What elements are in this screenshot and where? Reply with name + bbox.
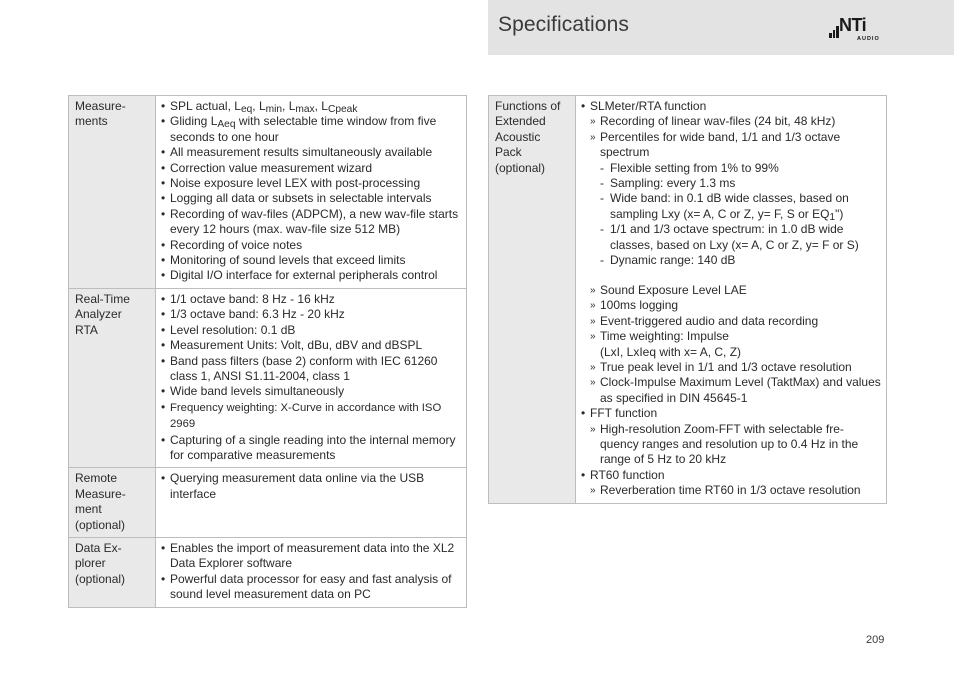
spec-item [581,222,882,253]
spec-item-text: Dynamic range: 140 dB [610,253,736,268]
spec-content-cell [156,96,467,289]
spec-item-text: Gliding $L_{Aeq}$ with selectable time window from five seconds to one hour [170,114,437,144]
bullet-icon: • [161,540,166,555]
spec-item-text: Wide band: in 0.1 dB wide classes, based on sampling Lxy (x= A, C or Z, y= F, S or $EQ_1$") [610,191,849,223]
spec-category-label: Functions of Extended Acoustic Pack (optional) [489,96,576,504]
spec-item [161,307,462,322]
bullet-icon: • [581,99,586,113]
header-band [488,0,954,55]
spec-item-text: Sampling: every 1.3 ms [610,176,736,191]
spec-item [161,238,462,253]
spec-item [161,99,462,114]
spec-item-text: Querying measurement data online via the USB interface [170,471,425,501]
bullet-icon: • [161,99,166,113]
spec-category-label: Real-Time Analyzer RTA [69,288,156,467]
bullet-icon: • [161,237,166,252]
spec-item [161,191,462,206]
spec-item [581,422,882,468]
specifications-table-right [488,95,887,504]
spec-item [161,145,462,160]
spec-item-text: High-resolution Zoom-FFT with selectable fre-quency ranges and resolution up to 0.4 Hz in the range of 5 Hz to 20 kHz [600,421,859,467]
spec-item-text: Level resolution: 0.1 dB [170,322,296,337]
spec-item [581,161,882,176]
bullet-icon: • [161,145,166,160]
spec-item-text: Recording of voice notes [170,237,303,252]
spec-item [161,114,462,145]
spec-item [581,298,882,313]
double-chevron-icon: » [590,362,596,373]
spec-item-text: Sound Exposure Level LAE [600,282,747,297]
bullet-icon: • [161,268,166,283]
spec-item-text: Band pass filters (base 2) conform with IEC 61260 class 1, ANSI S1.11-2004, class 1 [170,353,438,383]
spec-item [161,572,462,603]
spec-item-text: Time weighting: Impulse (LxI, LxIeq with x= A, C, Z) [600,329,742,359]
spec-row [69,537,467,607]
spec-item-text: Logging all data or subsets in selectable intervals [170,191,432,206]
spec-item-text: 100ms logging [600,298,679,313]
spacer [581,268,882,283]
spec-category-label: Data Ex- plorer (optional) [69,537,156,607]
spec-item [581,314,882,329]
spec-item [161,433,462,464]
dash-icon: - [600,253,604,268]
spec-item [161,268,462,283]
spec-item-text: 1/3 octave band: 6.3 Hz - 20 kHz [170,307,345,322]
spec-item-text: Recording of wav-files (ADPCM), a new wav-file starts every 12 hours (max. wav-file size 512 MB) [170,206,459,237]
spec-item-text: Powerful data processor for easy and fast analysis of sound level measurement data on PC [170,571,452,602]
bullet-icon: • [581,467,586,482]
spec-item [161,354,462,385]
double-chevron-icon: » [590,284,596,296]
specifications-table-left [68,95,467,608]
bullet-icon: • [161,399,166,414]
spec-item-text: Noise exposure level LEX with post-processing [170,176,421,191]
spec-item [161,207,462,238]
bullet-icon: • [161,338,166,353]
bullet-icon: • [161,114,166,129]
bullet-icon: • [161,206,166,221]
spec-item [161,400,462,433]
bullet-icon: • [581,406,586,421]
spec-item [161,323,462,338]
spec-category-label: Remote Measure- ment (optional) [69,468,156,538]
logo-sub: AUDIO [857,36,880,42]
spec-item-text: All measurement results simultaneously available [170,145,433,160]
dash-icon: - [600,176,604,191]
spec-row [69,288,467,467]
spec-row [489,96,887,504]
double-chevron-icon: » [590,485,596,497]
spec-content-cell [156,288,467,467]
double-chevron-icon: » [590,377,596,389]
dash-icon: - [600,191,604,206]
spec-content-cell [576,96,887,504]
spec-item-text: 1/1 and 1/3 octave spectrum: in 1.0 dB wide classes, based on Lxy (x= A, C or Z, y= F or S) [610,222,859,252]
spec-item [161,541,462,572]
spec-item-text: Clock-Impulse Maximum Level (TaktMax) and values as specified in DIN 45645-1 [600,375,881,405]
spec-item-text: Recording of linear wav-files (24 bit, 48 kHz) [600,114,836,129]
page-number: 209 [866,634,885,646]
spec-row [69,468,467,538]
spec-item [161,161,462,176]
spec-item-text: 1/1 octave band: 8 Hz - 16 kHz [170,291,335,306]
spec-item [581,406,882,421]
bullet-icon: • [161,176,166,191]
double-chevron-icon: » [590,423,596,435]
bullet-icon: • [161,307,166,322]
bullet-icon: • [161,432,166,447]
bullet-icon: • [161,471,166,486]
spec-item-text: FFT function [590,406,658,421]
spec-item-text: Percentiles for wide band, 1/1 and 1/3 octave spectrum [600,129,841,160]
spec-item-text: SPL actual, $L_{eq}$, $L_{min}$, $L_{max}$, $L_{Cpeak}$ [170,99,358,115]
spec-item-text: Frequency weighting: X-Curve in accordance with ISO 2969 [170,401,442,431]
spec-item [581,176,882,191]
spec-item [581,283,882,298]
dash-icon: - [600,160,604,175]
spec-content-cell [156,468,467,538]
spec-item-text: Flexible setting from 1% to 99% [610,160,779,175]
spec-item [581,191,882,222]
bullet-icon: • [161,191,166,206]
double-chevron-icon: » [590,116,596,128]
bullet-icon: • [161,291,166,306]
double-chevron-icon: » [590,131,596,143]
spec-item-text: True peak level in 1/1 and 1/3 octave resolution [600,360,852,374]
double-chevron-icon: » [590,315,596,327]
double-chevron-icon: » [590,300,596,312]
spec-item [581,375,882,406]
spec-item [581,329,882,360]
spec-category-label: Measure- ments [69,96,156,289]
spec-item [161,384,462,399]
bullet-icon: • [161,253,166,268]
spec-item-text: Enables the import of measurement data into the XL2 Data Explorer software [170,540,455,571]
double-chevron-icon: » [590,331,596,343]
bullet-icon: • [161,571,166,586]
spec-item [581,114,882,129]
bullet-icon: • [161,322,166,337]
spec-item [581,468,882,483]
dash-icon: - [600,222,604,237]
page-title: Specifications [498,13,629,36]
spec-item-text: Correction value measurement wizard [170,160,373,175]
spec-row [69,96,467,289]
spec-item [581,253,882,268]
spec-item-text: Digital I/O interface for external peripherals control [170,268,438,283]
spec-item-text: Capturing of a single reading into the internal memory for comparative measurements [170,432,456,462]
spec-item [161,292,462,307]
spec-item [581,360,882,375]
spec-item [161,471,462,502]
spec-item [161,338,462,353]
nti-audio-logo [829,17,889,45]
spec-item-text: Wide band levels simultaneously [170,384,345,399]
spec-item-text: Measurement Units: Volt, dBu, dBV and dBSPL [170,338,423,353]
bullet-icon: • [161,384,166,399]
logo-brand: NTi [839,15,867,35]
bullet-icon: • [161,160,166,175]
spec-item-text: SLMeter/RTA function [590,99,707,113]
spec-content-cell [156,537,467,607]
spec-item-text: RT60 function [590,467,665,482]
spec-item [581,483,882,498]
spec-item [581,99,882,114]
spec-item [161,176,462,191]
spec-item-text: Reverberation time RT60 in 1/3 octave resolution [600,483,861,498]
bullet-icon: • [161,353,166,368]
spec-item [581,130,882,161]
spec-item-text: Event-triggered audio and data recording [600,313,819,328]
spec-item-text: Monitoring of sound levels that exceed limits [170,253,406,268]
spec-item [161,253,462,268]
